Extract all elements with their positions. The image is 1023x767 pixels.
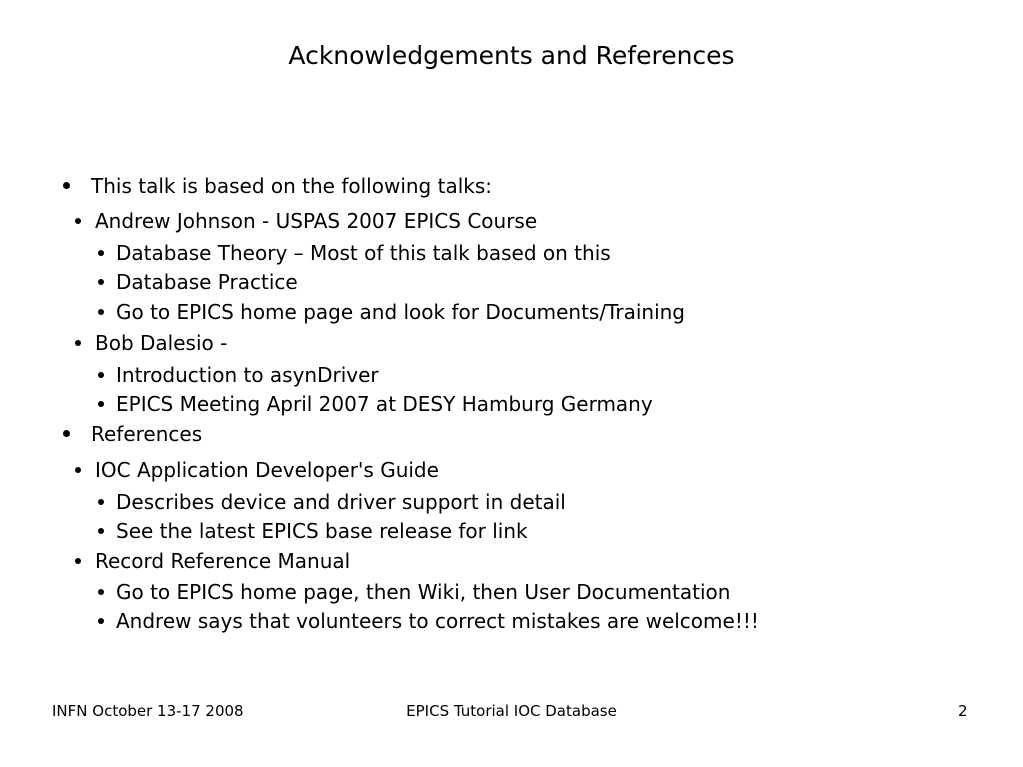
bullet-item <box>95 329 227 357</box>
bullet-item <box>116 298 685 326</box>
bullet-item <box>116 268 298 296</box>
bullet-dot-icon <box>75 558 81 564</box>
bullet-dot-icon <box>98 528 104 534</box>
bullet-text: EPICS Meeting April 2007 at DESY Hamburg Germany <box>116 392 653 416</box>
bullet-dot-icon <box>98 589 104 595</box>
bullet-dot-icon <box>98 279 104 285</box>
bullet-text: IOC Application Developer's Guide <box>95 458 439 482</box>
bullet-dot-icon <box>98 309 104 315</box>
footer-center-text: EPICS Tutorial IOC Database <box>406 702 617 720</box>
bullet-dot-icon <box>63 430 70 437</box>
bullet-item <box>116 488 566 516</box>
bullet-text: Describes device and driver support in detail <box>116 490 566 514</box>
bullet-item <box>91 172 492 200</box>
slide-title: Acknowledgements and References <box>288 41 735 70</box>
bullet-dot-icon <box>98 618 104 624</box>
bullet-dot-icon <box>98 250 104 256</box>
bullet-text: References <box>91 422 203 446</box>
bullet-text: This talk is based on the following talks: <box>91 174 492 198</box>
bullet-dot-icon <box>75 467 81 473</box>
bullet-dot-icon <box>98 499 104 505</box>
bullet-item <box>95 207 537 235</box>
bullet-item <box>116 517 528 545</box>
bullet-text: Go to EPICS home page and look for Documents/Training <box>116 300 686 324</box>
bullet-text: Record Reference Manual <box>95 549 351 573</box>
bullet-text: Database Theory – Most of this talk based on this <box>116 241 611 265</box>
bullet-text: Go to EPICS home page, then Wiki, then User Documentation <box>116 580 731 604</box>
bullet-dot-icon <box>63 182 70 189</box>
bullet-text: Andrew says that volunteers to correct mistakes are welcome!!! <box>116 609 759 633</box>
bullet-item <box>95 547 350 575</box>
bullet-item <box>116 578 730 606</box>
bullet-dot-icon <box>98 372 104 378</box>
bullet-dot-icon <box>75 218 81 224</box>
bullet-dot-icon <box>98 401 104 407</box>
bullet-item <box>116 361 379 389</box>
bullet-item <box>95 456 439 484</box>
bullet-text: Introduction to asynDriver <box>116 363 379 387</box>
bullet-text: Database Practice <box>116 270 298 294</box>
bullet-item <box>116 239 611 267</box>
page-number: 2 <box>958 702 968 720</box>
bullet-text: Bob Dalesio - <box>95 331 228 355</box>
bullet-text: See the latest EPICS base release for link <box>116 519 528 543</box>
bullet-dot-icon <box>75 340 81 346</box>
bullet-text: Andrew Johnson - USPAS 2007 EPICS Course <box>95 209 538 233</box>
footer-left-text: INFN October 13-17 2008 <box>52 702 244 720</box>
bullet-item <box>91 420 202 448</box>
bullet-item <box>116 607 759 635</box>
bullet-item <box>116 390 653 418</box>
